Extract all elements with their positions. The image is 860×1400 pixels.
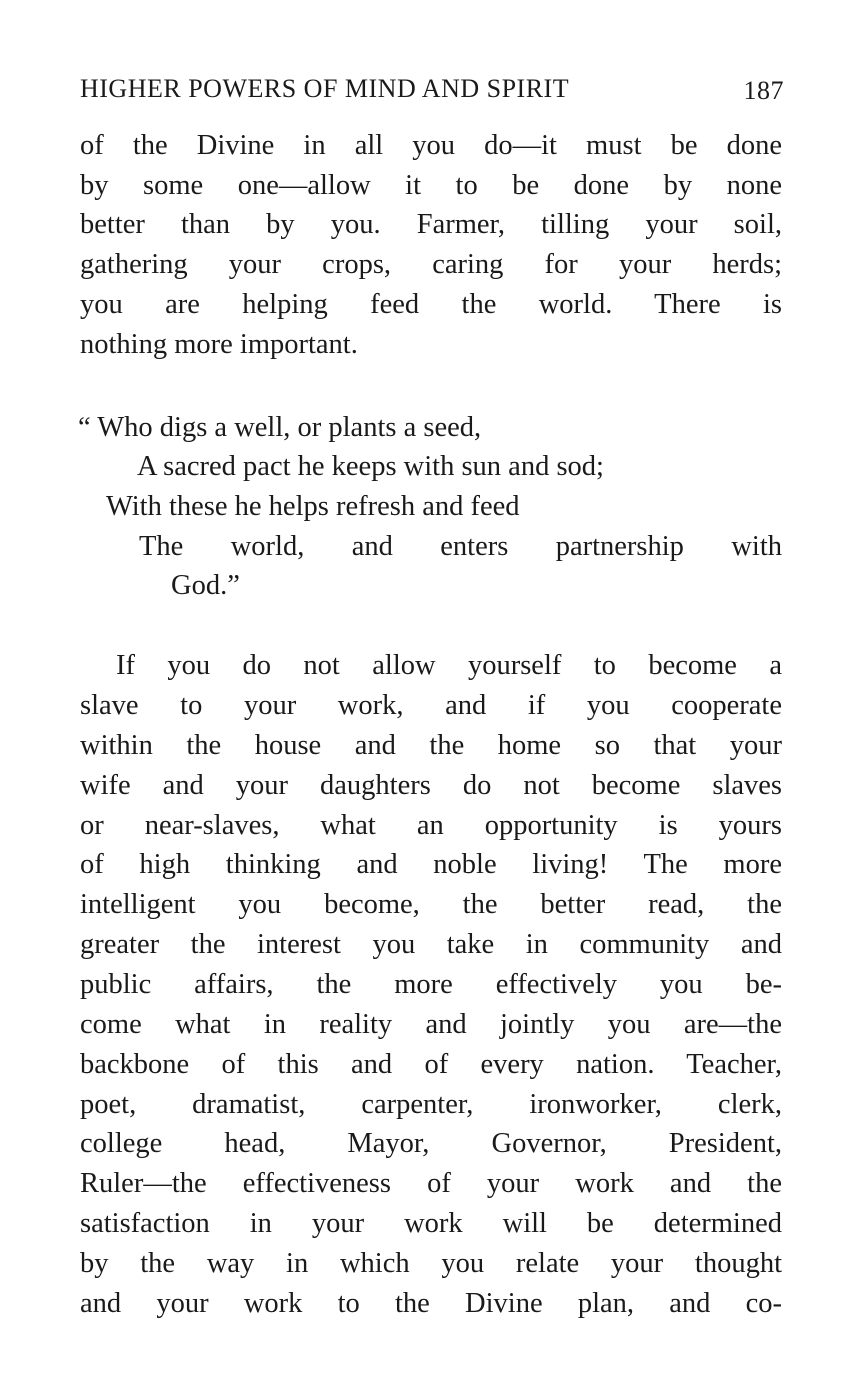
poem-line: “ Who digs a well, or plants a seed, (78, 412, 482, 443)
poem-line: The world, and enters partnership with (139, 531, 782, 562)
text-line: Ruler—the effectiveness of your work and the (80, 1168, 782, 1199)
text-line: better than by you. Farmer, tilling your soil, (80, 209, 782, 240)
text-line: slave to your work, and if you cooperate (80, 690, 782, 721)
poem-line: With these he helps refresh and feed (106, 491, 520, 522)
text-line: wife and your daughters do not become slaves (80, 770, 782, 801)
text-line: satisfaction in your work will be determined (80, 1208, 782, 1239)
text-line: intelligent you become, the better read, the (80, 889, 782, 920)
text-line: you are helping feed the world. There is (80, 289, 782, 320)
text-line: nothing more important. (80, 329, 358, 360)
poem-line: God.” (171, 570, 240, 601)
text-line: by some one—allow it to be done by none (80, 170, 782, 201)
page-number: 187 (743, 76, 784, 105)
text-line: gathering your crops, caring for your herds; (80, 249, 782, 280)
text-line: college head, Mayor, Governor, President, (80, 1128, 782, 1159)
text-line: backbone of this and of every nation. Teacher, (80, 1049, 782, 1080)
text-line: greater the interest you take in community and (80, 929, 782, 960)
text-line: by the way in which you relate your thought (80, 1248, 782, 1279)
text-line: of high thinking and noble living! The more (80, 849, 782, 880)
poem-line: A sacred pact he keeps with sun and sod; (137, 451, 604, 482)
text-line: come what in reality and jointly you are—the (80, 1009, 782, 1040)
text-line: or near-slaves, what an opportunity is yours (80, 810, 782, 841)
text-line: within the house and the home so that your (80, 730, 782, 761)
running-head: HIGHER POWERS OF MIND AND SPIRIT (80, 74, 570, 103)
page-header (80, 74, 784, 108)
text-line: of the Divine in all you do—it must be done (80, 130, 782, 161)
text-line: public affairs, the more effectively you be- (80, 969, 782, 1000)
text-line: poet, dramatist, carpenter, ironworker, clerk, (80, 1089, 782, 1120)
text-line: and your work to the Divine plan, and co- (80, 1288, 782, 1319)
text-line: If you do not allow yourself to become a (116, 650, 782, 681)
